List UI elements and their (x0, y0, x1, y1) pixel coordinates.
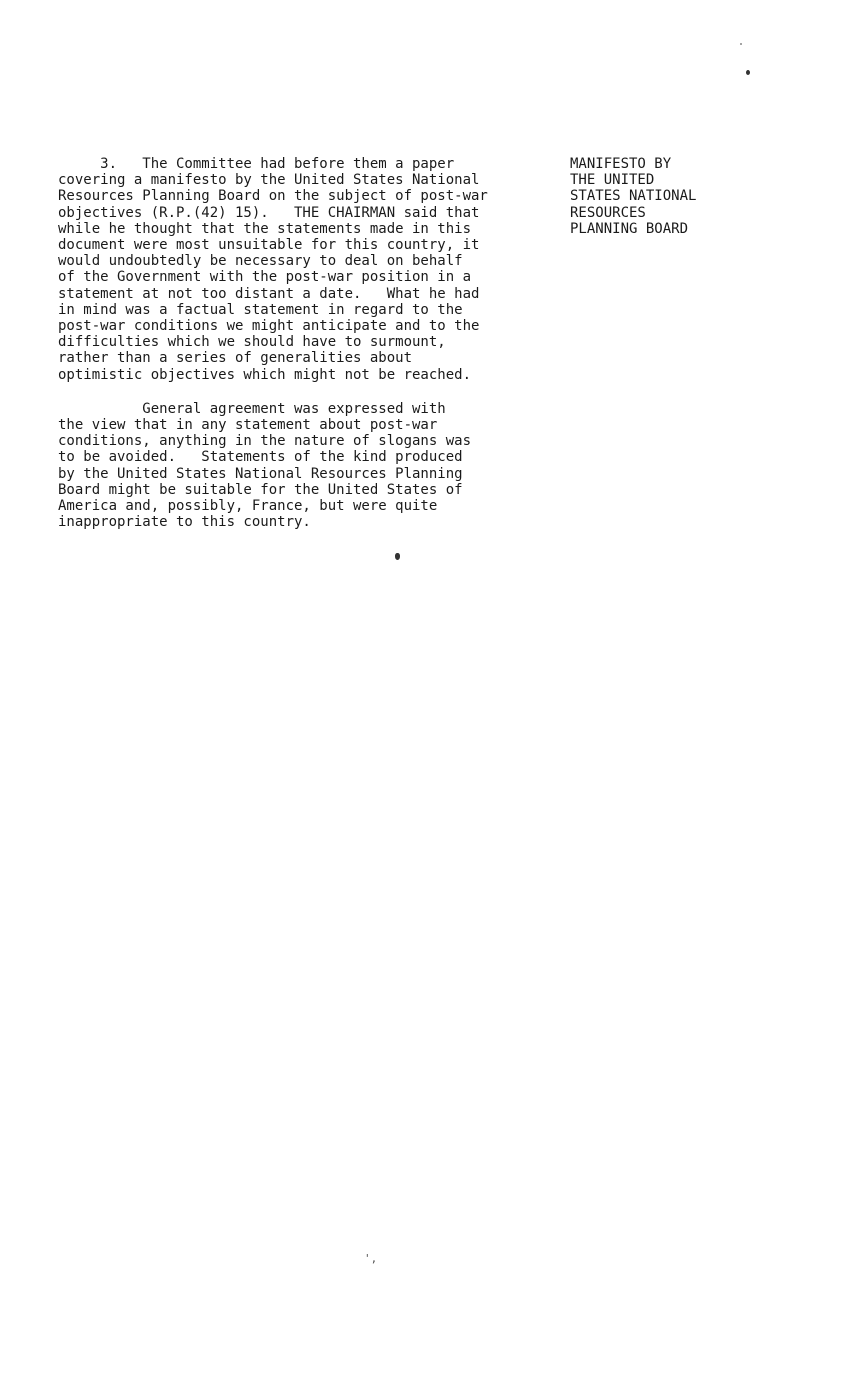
margin-heading-line: THE UNITED (570, 172, 655, 189)
scan-speck (740, 43, 742, 45)
margin-heading-line: RESOURCES (570, 204, 646, 221)
margin-heading-line: MANIFESTO BY (570, 156, 672, 172)
paragraph-agreement (58, 401, 568, 531)
text-line: optimistic objectives which might not be reached. (58, 366, 472, 383)
text-line: while he thought that the statements made in this (58, 220, 472, 237)
text-line: of the Government with the post-war position in a (58, 269, 472, 286)
text-line: difficulties which we should have to surmount, (58, 334, 446, 351)
text-line: post-war conditions we might anticipate and to the (58, 318, 480, 335)
text-line: General agreement was expressed with (58, 400, 446, 417)
text-line: Board might be suitable for the United States of (58, 481, 463, 498)
scan-speck (395, 553, 400, 560)
body-text (58, 156, 568, 530)
text-line: covering a manifesto by the United States National (58, 172, 480, 189)
text-line: document were most unsuitable for this country, it (58, 237, 480, 254)
margin-heading (570, 156, 770, 237)
margin-heading-line: STATES NATIONAL (570, 188, 697, 205)
text-line: inappropriate to this country. (58, 514, 311, 531)
footer-mark: ', (364, 1252, 378, 1265)
text-line: America and, possibly, France, but were quite (58, 498, 438, 515)
scan-speck (746, 70, 750, 75)
text-line: objectives (R.P.(42) 15). THE CHAIRMAN said that (58, 204, 480, 221)
text-line: 3. The Committee had before them a paper (58, 156, 455, 172)
paragraph-item-3 (58, 156, 568, 383)
text-line: to be avoided. Statements of the kind produced (58, 449, 463, 466)
text-line: statement at not too distant a date. What he had (58, 285, 480, 302)
margin-heading-line: PLANNING BOARD (570, 220, 689, 237)
text-line: the view that in any statement about post-war (58, 417, 438, 434)
text-line: in mind was a factual statement in regard to the (58, 301, 463, 318)
text-line: rather than a series of generalities about (58, 350, 413, 367)
text-line: Resources Planning Board on the subject of post-war (58, 188, 488, 205)
text-line: would undoubtedly be necessary to deal on behalf (58, 253, 463, 270)
text-line: conditions, anything in the nature of slogans was (58, 433, 472, 450)
text-line: by the United States National Resources Planning (58, 465, 463, 482)
